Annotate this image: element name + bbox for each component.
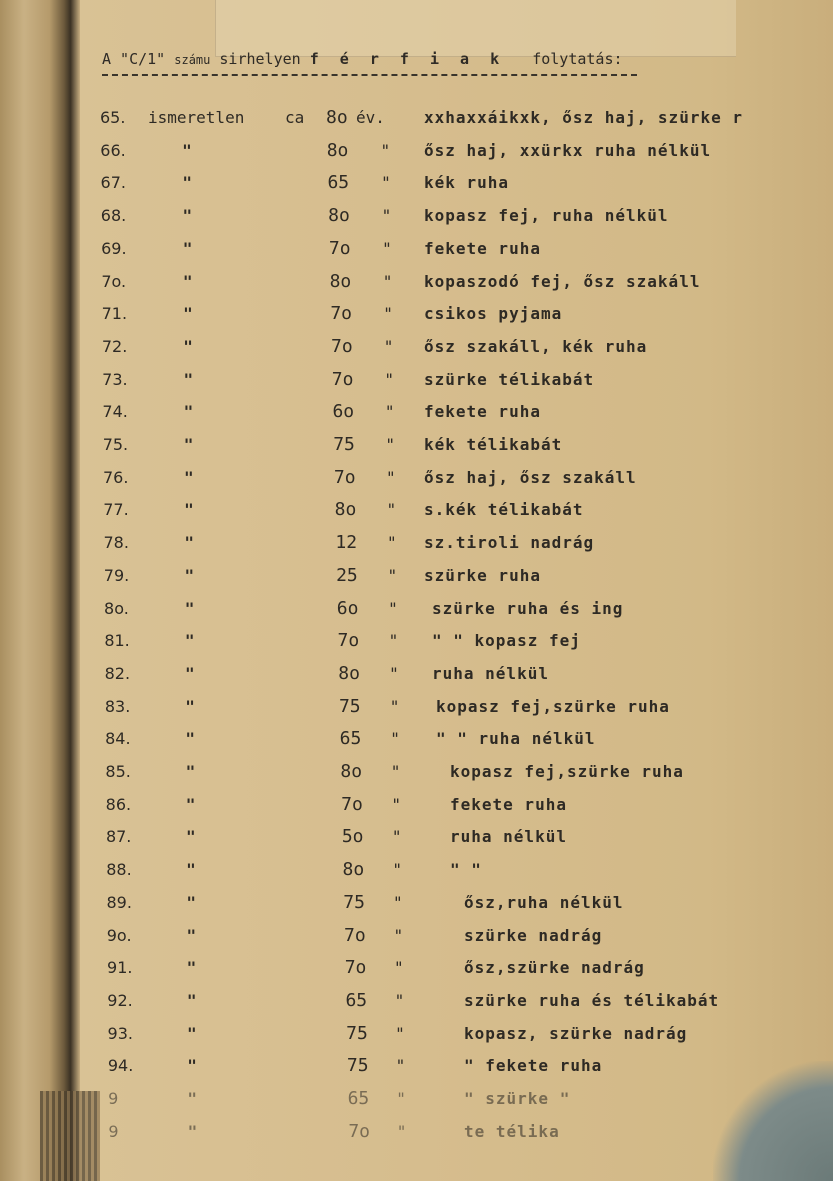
table-row	[0, 430, 833, 460]
table-row	[0, 299, 833, 329]
row-description: ősz szakáll, kék ruha	[424, 336, 648, 356]
row-number: 74.	[102, 402, 128, 422]
row-description: s.kék télikabát	[424, 500, 584, 520]
row-number: 67.	[100, 173, 126, 193]
row-age: 7o	[344, 924, 366, 946]
row-ditto-name: "	[187, 1089, 198, 1108]
row-description: fekete ruha	[424, 238, 541, 258]
row-unit: "	[389, 696, 400, 716]
row-number: 78.	[103, 533, 129, 553]
row-unit: "	[392, 892, 403, 912]
row-ditto-name: "	[187, 1023, 197, 1043]
row-ditto-name: "	[183, 336, 193, 356]
row-ditto-name: "	[184, 533, 194, 553]
row-unit: "	[380, 140, 391, 160]
table-row	[0, 332, 833, 362]
row-description: szürke ruha és ing	[432, 598, 624, 618]
row-unit: "	[391, 794, 401, 814]
row-number: 81.	[104, 631, 130, 651]
table-row	[0, 626, 833, 656]
table-row	[0, 1051, 833, 1081]
table-row	[0, 136, 833, 166]
row-unit: "	[381, 173, 391, 193]
row-age: 65	[339, 728, 362, 750]
table-row	[0, 201, 833, 231]
row-unit: "	[388, 598, 398, 618]
table-row	[0, 757, 833, 787]
row-number: 88.	[106, 860, 132, 880]
row-description: " "	[450, 860, 482, 880]
row-ditto-name: "	[185, 729, 196, 749]
table-row	[0, 168, 833, 198]
row-description: ruha nélkül	[450, 827, 567, 847]
table-row	[0, 397, 833, 427]
row-ditto-name: "	[185, 794, 196, 814]
row-ditto-name: "	[183, 435, 194, 454]
table-row	[0, 692, 833, 722]
table-row	[0, 855, 833, 885]
row-age: 75	[343, 891, 365, 913]
row-unit: "	[386, 500, 397, 520]
row-number: 65.	[100, 108, 126, 127]
row-description: ősz haj, ősz szakáll	[424, 467, 637, 487]
row-description: te télika	[464, 1121, 560, 1141]
table-row	[0, 103, 833, 133]
row-age: 7o	[333, 466, 356, 488]
header-rule	[102, 74, 637, 76]
table-row	[0, 528, 833, 558]
row-unit: "	[385, 435, 396, 454]
row-number: 8o.	[104, 598, 129, 618]
row-age: 6o	[336, 597, 359, 619]
row-number: 9	[108, 1121, 119, 1141]
row-description: ősz,ruha nélkül	[464, 892, 624, 912]
row-number: 9o.	[106, 925, 132, 945]
row-age: 7o	[341, 793, 363, 815]
row-unit: "	[390, 762, 401, 781]
row-ditto-name: "	[183, 467, 194, 487]
row-number: 77.	[103, 500, 129, 520]
header-place: sirhelyen	[219, 50, 301, 68]
row-unit: "	[393, 925, 404, 945]
page-header	[102, 50, 623, 68]
row-ditto-name: "	[183, 402, 194, 422]
row-ditto-name: "	[182, 238, 193, 258]
row-description: fekete ruha	[424, 402, 541, 422]
row-age: 65	[345, 989, 368, 1011]
row-age: 8o	[326, 107, 348, 128]
tape-strip	[215, 0, 736, 57]
row-ditto-name: "	[184, 565, 195, 585]
row-age: 7o	[348, 1120, 370, 1142]
row-name: ismeretlen	[148, 108, 245, 127]
row-description: " szürke "	[464, 1089, 571, 1108]
row-unit: "	[388, 631, 399, 651]
row-age: 7o	[337, 630, 360, 652]
row-number: 84.	[105, 729, 131, 749]
row-unit: év.	[356, 108, 385, 127]
table-row	[0, 234, 833, 264]
table-row	[0, 822, 833, 852]
row-unit: "	[394, 958, 404, 978]
row-unit: "	[387, 533, 397, 553]
row-age: 8o	[338, 662, 360, 684]
row-description: kopasz fej,szürke ruha	[436, 696, 670, 716]
row-description: ősz,szürke nadrág	[464, 958, 645, 978]
row-number: 73.	[102, 369, 128, 389]
row-age: 65	[347, 1088, 370, 1109]
row-description: kék télikabát	[424, 435, 563, 454]
row-unit: "	[387, 565, 398, 585]
row-age: 12	[335, 532, 358, 554]
row-number: 91.	[107, 958, 133, 978]
row-age: 65	[327, 172, 350, 194]
header-small: számu	[174, 53, 211, 67]
row-age: 8o	[334, 499, 357, 521]
row-age: 8o	[340, 761, 363, 782]
table-row	[0, 495, 833, 525]
row-unit: "	[389, 663, 399, 683]
row-age: 7o	[330, 303, 352, 325]
row-ditto-name: "	[185, 762, 196, 781]
row-description: " " kopasz fej	[432, 631, 581, 651]
row-unit: "	[395, 1023, 405, 1043]
row-ditto-name: "	[186, 892, 196, 912]
row-description: szürke ruha és télikabát	[464, 990, 720, 1010]
row-unit: "	[382, 238, 392, 258]
table-row	[0, 953, 833, 983]
row-description: " fekete ruha	[464, 1056, 603, 1076]
row-number: 82.	[104, 663, 131, 683]
row-number: 69.	[101, 238, 127, 258]
row-ditto-name: "	[183, 304, 193, 324]
row-age: 75	[338, 695, 361, 717]
row-unit: "	[382, 271, 393, 291]
row-description: kopasz fej, ruha nélkül	[424, 206, 669, 226]
row-ditto-name: "	[182, 173, 192, 193]
row-ditto-name: "	[187, 1056, 197, 1076]
row-description: sz.tiroli nadrág	[424, 533, 595, 553]
row-description: kopasz, szürke nadrág	[464, 1023, 688, 1043]
row-description: " " ruha nélkül	[436, 729, 596, 749]
row-unit: "	[391, 827, 402, 847]
row-ditto-name: "	[186, 925, 197, 945]
row-number: 71.	[101, 304, 128, 324]
table-row	[0, 659, 833, 689]
row-description: kék ruha	[424, 173, 510, 193]
row-number: 86.	[105, 794, 132, 814]
row-age: 75	[346, 1022, 368, 1044]
row-ditto-name: "	[184, 598, 195, 618]
table-row	[0, 986, 833, 1016]
row-ditto-name: "	[187, 1121, 198, 1141]
table-row	[0, 1019, 833, 1049]
row-description: csikos pyjama	[424, 304, 563, 324]
row-age: 8o	[329, 270, 352, 292]
row-ditto-name: "	[186, 860, 196, 880]
row-unit: "	[392, 860, 403, 880]
row-age: 8o	[326, 139, 349, 161]
row-description: szürke ruha	[424, 565, 541, 585]
row-unit: "	[394, 990, 405, 1010]
row-ditto-name: "	[182, 271, 193, 291]
table-row	[0, 561, 833, 591]
row-age: 7o	[331, 368, 354, 390]
table-row	[0, 888, 833, 918]
row-ditto-name: "	[184, 631, 195, 651]
row-unit: "	[381, 206, 392, 226]
row-ditto-name: "	[184, 500, 194, 520]
table-row	[0, 594, 833, 624]
row-unit: "	[383, 336, 394, 356]
header-prefix: A "C/1"	[102, 50, 166, 68]
row-unit: "	[383, 304, 393, 324]
row-unit: "	[396, 1121, 407, 1141]
table-row	[0, 463, 833, 493]
row-number: 66.	[100, 140, 126, 160]
row-number: 94.	[107, 1056, 134, 1076]
row-ditto-name: "	[186, 990, 197, 1010]
row-number: 89.	[106, 892, 132, 912]
row-number: 75.	[102, 435, 129, 454]
row-number: 83.	[104, 696, 131, 716]
table-row	[0, 1084, 833, 1114]
row-description: kopasz fej,szürke ruha	[450, 762, 684, 781]
table-row	[0, 365, 833, 395]
row-number: 85.	[105, 762, 131, 781]
row-age: 8o	[342, 859, 365, 881]
row-unit: "	[384, 369, 394, 389]
row-number: 7o.	[101, 271, 127, 291]
row-age: 7o	[344, 957, 367, 979]
table-row	[0, 267, 833, 297]
row-age: 25	[336, 564, 358, 586]
table-row	[0, 790, 833, 820]
row-ditto-name: "	[182, 140, 192, 160]
row-description: szürke télikabát	[424, 369, 595, 389]
row-age: 75	[346, 1055, 369, 1077]
row-ditto-name: "	[185, 663, 195, 683]
table-row	[0, 724, 833, 754]
row-age: 7o	[331, 335, 353, 357]
row-unit: "	[390, 729, 400, 749]
row-ca: ca	[285, 108, 305, 127]
row-description: fekete ruha	[450, 794, 567, 814]
row-number: 9	[108, 1089, 119, 1108]
header-continuation: folytatás:	[532, 50, 623, 68]
row-description: xxhaxxáikxk, ősz haj, szürke r	[424, 108, 743, 127]
row-unit: "	[385, 467, 396, 487]
row-description: szürke nadrág	[464, 925, 603, 945]
row-age: 7o	[328, 237, 351, 259]
header-spaced: f é r f i a k	[309, 50, 506, 68]
row-unit: "	[384, 402, 395, 422]
row-age: 8o	[328, 205, 350, 227]
row-number: 92.	[107, 990, 133, 1010]
row-number: 72.	[101, 336, 128, 356]
row-ditto-name: "	[185, 827, 196, 847]
table-row	[0, 921, 833, 951]
row-ditto-name: "	[185, 696, 195, 716]
row-number: 68.	[100, 206, 127, 226]
row-number: 87.	[105, 827, 132, 847]
row-description: ruha nélkül	[432, 663, 549, 683]
row-number: 79.	[103, 565, 130, 585]
row-description: ősz haj, xxürkx ruha nélkül	[424, 140, 712, 160]
row-number: 93.	[107, 1023, 133, 1043]
row-ditto-name: "	[183, 369, 194, 389]
row-unit: "	[396, 1089, 406, 1108]
row-number: 76.	[102, 467, 129, 487]
row-ditto-name: "	[186, 958, 197, 978]
row-description: kopaszodó fej, ősz szakáll	[424, 271, 701, 291]
table-row	[0, 1117, 833, 1147]
row-ditto-name: "	[182, 206, 193, 226]
row-age: 75	[333, 434, 355, 455]
row-age: 6o	[332, 401, 355, 423]
row-unit: "	[395, 1056, 406, 1076]
row-age: 5o	[341, 826, 364, 848]
